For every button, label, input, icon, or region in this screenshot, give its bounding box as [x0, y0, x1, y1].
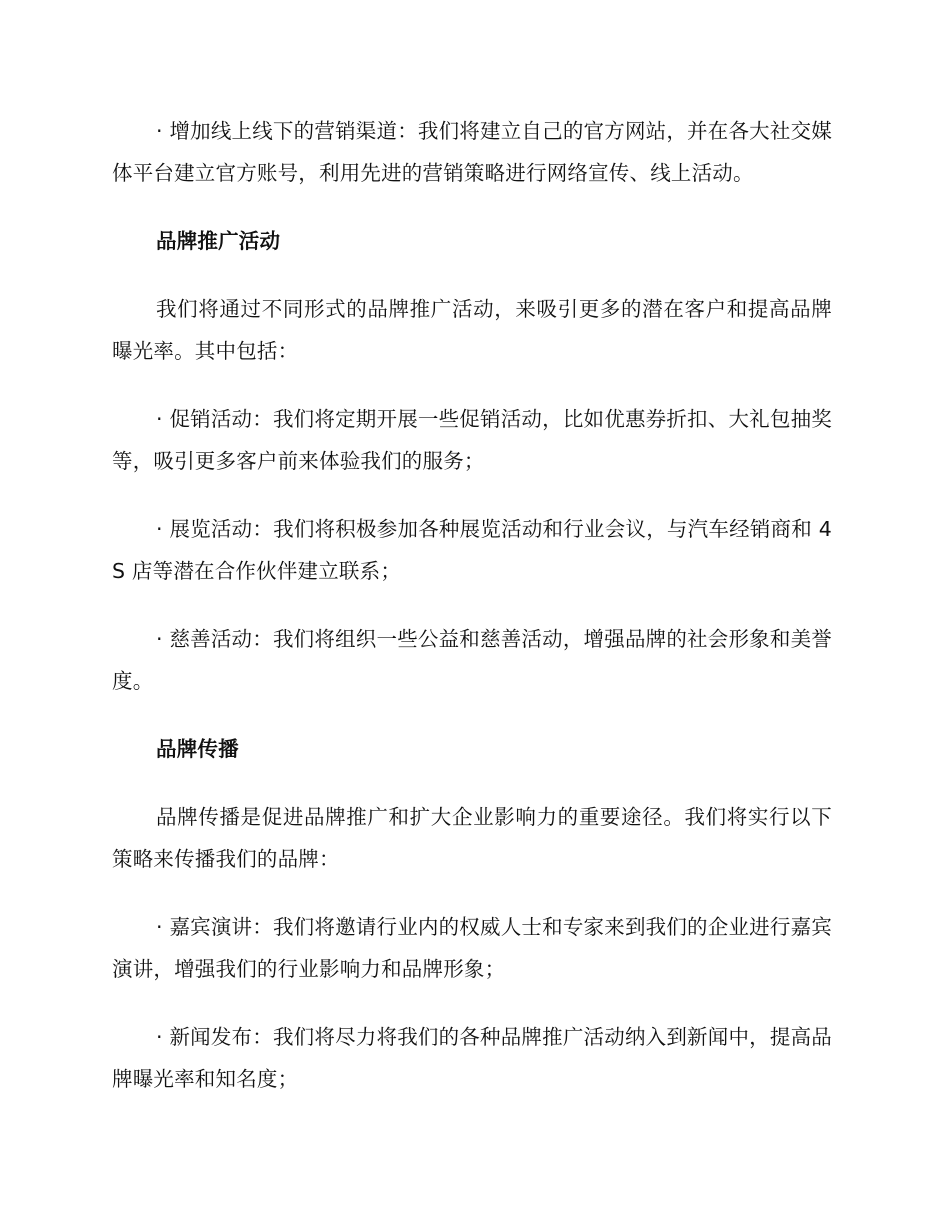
document-body	[112, 110, 832, 1126]
paragraph-online-offline-channels: · 增加线上线下的营销渠道：我们将建立自己的官方网站，并在各大社交媒体平台建立官方账号，利用先进的营销策略进行网络宣传、线上活动。	[112, 119, 832, 185]
paragraph-exhibition: · 展览活动：我们将积极参加各种展览活动和行业会议，与汽车经销商和 4S 店等潜在合作伙伴建立联系；	[112, 517, 832, 583]
paragraph-press-release: · 新闻发布：我们将尽力将我们的各种品牌推广活动纳入到新闻中，提高品牌曝光率和知名度；	[112, 1025, 832, 1091]
heading-brand-promotion-activities: 品牌推广活动	[156, 229, 281, 253]
heading-brand-communication: 品牌传播	[156, 737, 239, 761]
paragraph-charity: · 慈善活动：我们将组织一些公益和慈善活动，增强品牌的社会形象和美誉度。	[112, 627, 832, 693]
paragraph-communication-intro: 品牌传播是促进品牌推广和扩大企业影响力的重要途径。我们将实行以下策略来传播我们的品牌：	[112, 805, 832, 871]
paragraph-guest-speech: · 嘉宾演讲：我们将邀请行业内的权威人士和专家来到我们的企业进行嘉宾演讲，增强我们的行业影响力和品牌形象；	[112, 915, 832, 981]
paragraph-promotion-intro: 我们将通过不同形式的品牌推广活动，来吸引更多的潜在客户和提高品牌曝光率。其中包括：	[112, 297, 832, 363]
paragraph-sales-promotion: · 促销活动：我们将定期开展一些促销活动，比如优惠券折扣、大礼包抽奖等，吸引更多客户前来体验我们的服务；	[112, 407, 832, 473]
